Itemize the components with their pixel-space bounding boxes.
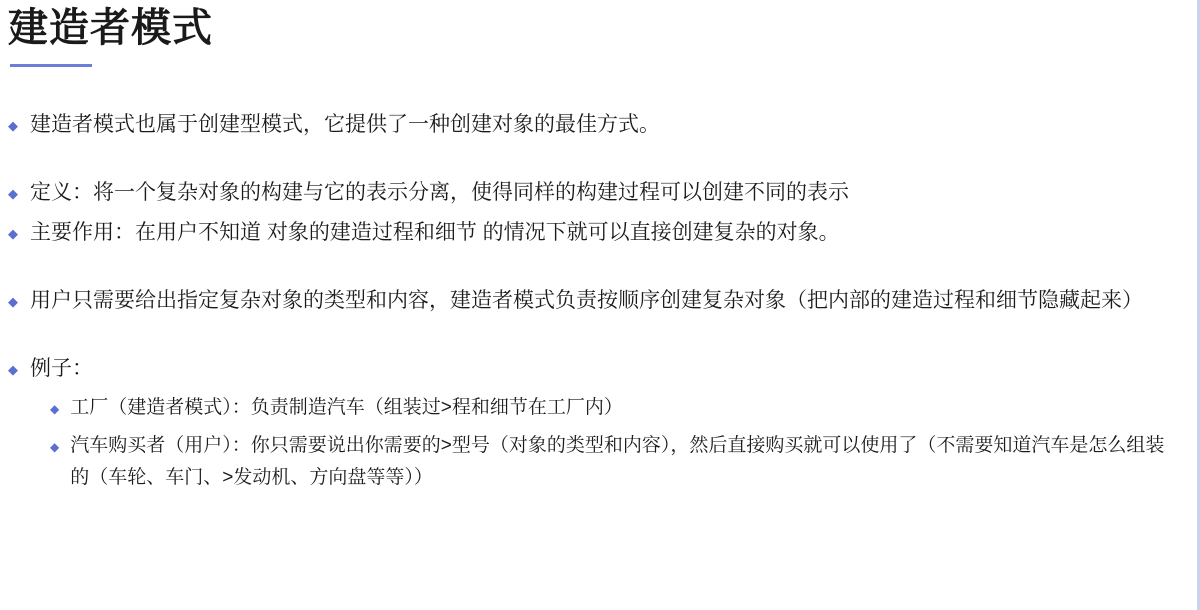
list-item bbox=[8, 352, 1178, 386]
diamond-bullet-icon: ◆ bbox=[8, 226, 18, 241]
list-item-text: 例子： bbox=[30, 357, 93, 380]
list-item bbox=[8, 176, 1178, 210]
list-item-text: 建造者模式也属于创建型模式，它提供了一种创建对象的最佳方式。 bbox=[30, 113, 660, 136]
spacer bbox=[8, 318, 1178, 352]
page-title: 建造者模式 bbox=[8, 6, 213, 50]
bullet-list bbox=[8, 108, 1178, 494]
diamond-bullet-icon: ◆ bbox=[50, 440, 60, 454]
spacer bbox=[8, 250, 1178, 284]
sub-list-item-text: 工厂（建造者模式）：负责制造汽车（组装过>程和细节在工厂内） bbox=[70, 397, 623, 418]
sub-list-item bbox=[50, 392, 1178, 424]
title-underline bbox=[10, 64, 92, 67]
spacer bbox=[8, 142, 1178, 176]
list-item-text: 用户只需要给出指定复杂对象的类型和内容，建造者模式负责按顺序创建复杂对象（把内部的建造过程和细节隐藏起来） bbox=[30, 289, 1143, 312]
list-item bbox=[8, 108, 1178, 142]
sub-list-item-text: 汽车购买者（用户）：你只需要说出你需要的>型号（对象的类型和内容），然后直接购买就可以使用了（不需要知道汽车是怎么组装的（车轮、车门、>发动机、方向盘等等）） bbox=[70, 435, 1165, 488]
diamond-bullet-icon: ◆ bbox=[8, 186, 18, 201]
diamond-bullet-icon: ◆ bbox=[50, 402, 60, 416]
list-item-text: 主要作用：在用户不知道 对象的建造过程和细节 的情况下就可以直接创建复杂的对象。 bbox=[30, 221, 840, 244]
sub-list-item bbox=[50, 430, 1178, 494]
list-item bbox=[8, 216, 1178, 250]
diamond-bullet-icon: ◆ bbox=[8, 294, 18, 309]
list-item-text: 定义：将一个复杂对象的构建与它的表示分离，使得同样的构建过程可以创建不同的表示 bbox=[30, 181, 849, 204]
diamond-bullet-icon: ◆ bbox=[8, 362, 18, 377]
diamond-bullet-icon: ◆ bbox=[8, 118, 18, 133]
title-block bbox=[8, 4, 213, 67]
list-item bbox=[8, 284, 1178, 318]
